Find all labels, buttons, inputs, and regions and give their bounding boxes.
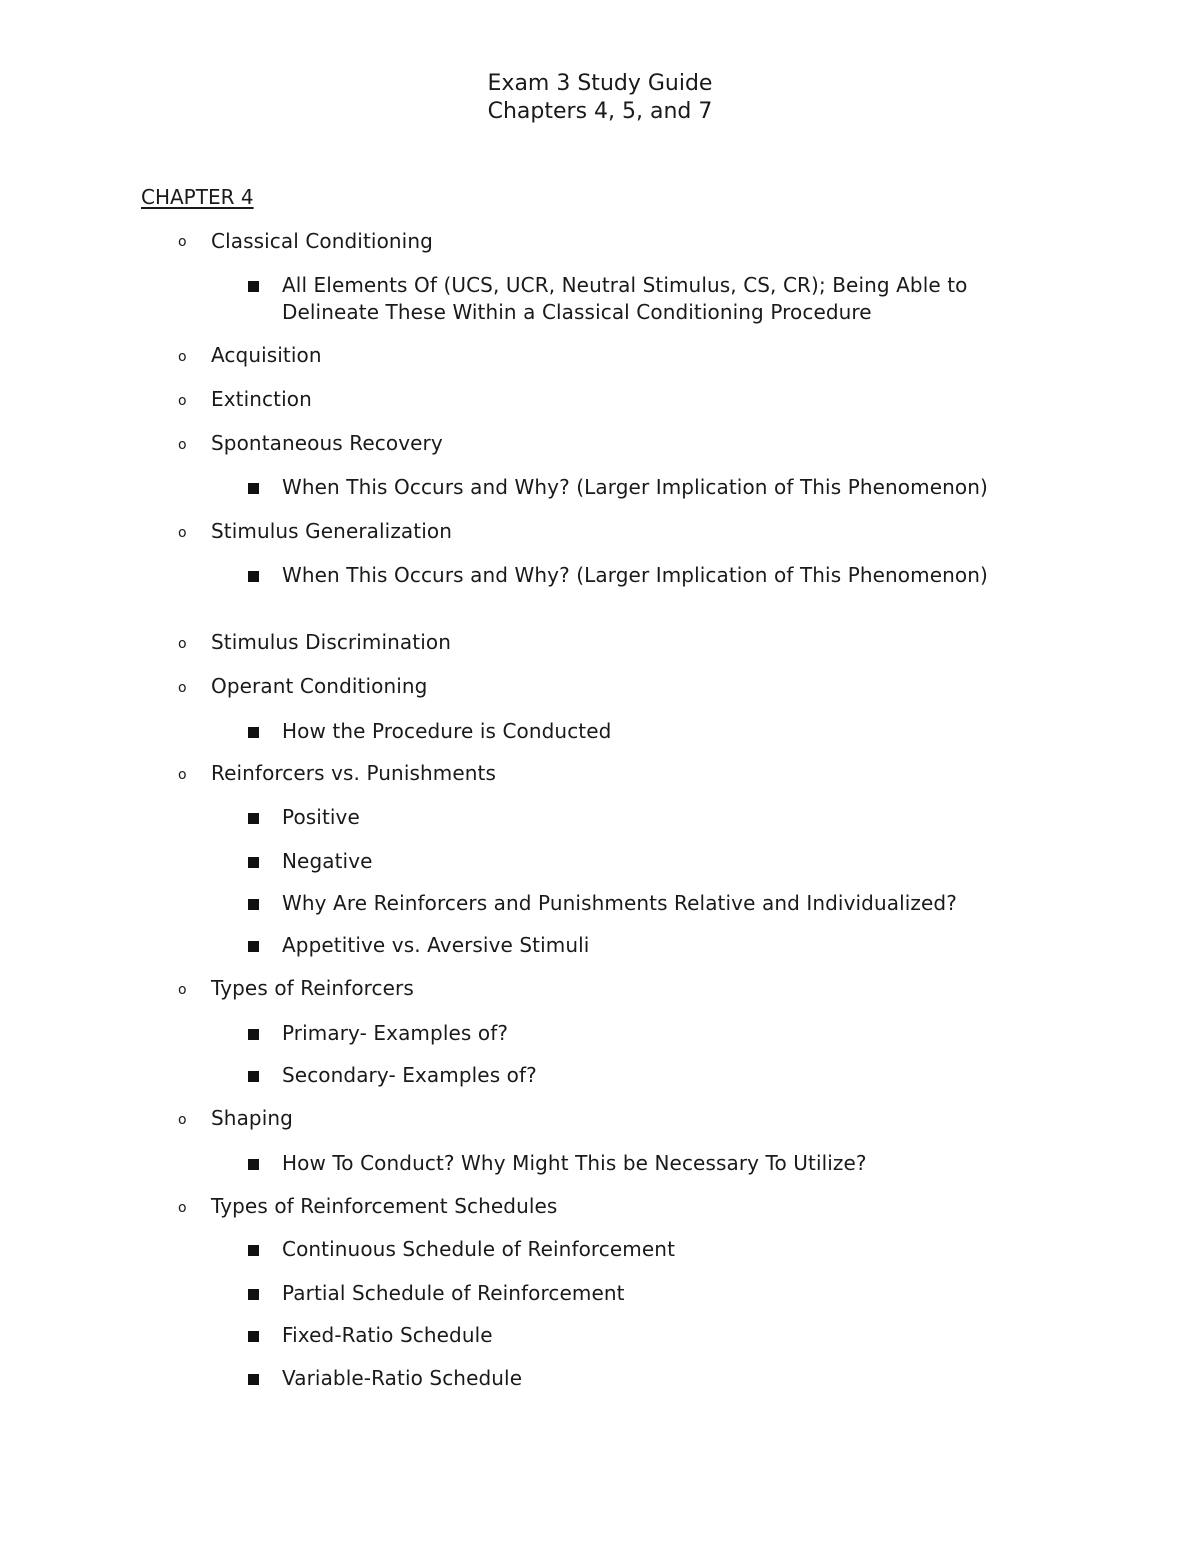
bullet-square-icon: [248, 571, 259, 582]
list-item: Appetitive vs. Aversive Stimuli: [282, 933, 590, 957]
bullet-square-icon: [248, 727, 259, 738]
list-item: When This Occurs and Why? (Larger Implication of This Phenomenon): [282, 475, 988, 499]
bullet-circle-icon: o: [178, 437, 187, 453]
bullet-circle-icon: o: [178, 680, 187, 696]
list-item: All Elements Of (UCS, UCR, Neutral Stimulus, CS, CR); Being Able to: [282, 273, 968, 297]
bullet-circle-icon: o: [178, 234, 187, 250]
list-item-continued: Delineate These Within a Classical Conditioning Procedure: [282, 300, 872, 324]
list-item: Fixed-Ratio Schedule: [282, 1323, 493, 1347]
bullet-circle-icon: o: [178, 349, 187, 365]
list-item: Reinforcers vs. Punishments: [211, 761, 497, 785]
list-item: Stimulus Generalization: [211, 519, 453, 543]
title-block: [0, 70, 1200, 126]
list-item: Partial Schedule of Reinforcement: [282, 1281, 625, 1305]
bullet-circle-icon: o: [178, 525, 187, 541]
list-item: Primary- Examples of?: [282, 1021, 509, 1045]
bullet-circle-icon: o: [178, 982, 187, 998]
list-item: Stimulus Discrimination: [211, 630, 451, 654]
list-item: Why Are Reinforcers and Punishments Relative and Individualized?: [282, 891, 957, 915]
list-item: Classical Conditioning: [211, 229, 433, 253]
bullet-square-icon: [248, 1071, 259, 1082]
bullet-square-icon: [248, 857, 259, 868]
list-item: How the Procedure is Conducted: [282, 719, 612, 743]
list-item: Acquisition: [211, 343, 322, 367]
bullet-square-icon: [248, 1289, 259, 1300]
list-item: Shaping: [211, 1106, 293, 1130]
bullet-square-icon: [248, 1331, 259, 1342]
bullet-circle-icon: o: [178, 1112, 187, 1128]
list-item: How To Conduct? Why Might This be Necessary To Utilize?: [282, 1151, 867, 1175]
list-item: Types of Reinforcers: [211, 976, 414, 1000]
document-subtitle: Chapters 4, 5, and 7: [487, 99, 713, 124]
bullet-square-icon: [248, 1374, 259, 1385]
list-item: Secondary- Examples of?: [282, 1063, 537, 1087]
bullet-square-icon: [248, 899, 259, 910]
list-item: Operant Conditioning: [211, 674, 428, 698]
bullet-circle-icon: o: [178, 767, 187, 783]
list-item: Extinction: [211, 387, 312, 411]
list-item: Spontaneous Recovery: [211, 431, 443, 455]
bullet-circle-icon: o: [178, 636, 187, 652]
list-item: When This Occurs and Why? (Larger Implication of This Phenomenon): [282, 563, 988, 587]
bullet-square-icon: [248, 1029, 259, 1040]
document-title: Exam 3 Study Guide: [487, 71, 713, 96]
list-item: Variable-Ratio Schedule: [282, 1366, 523, 1390]
bullet-circle-icon: o: [178, 393, 187, 409]
bullet-square-icon: [248, 1245, 259, 1256]
list-item: Continuous Schedule of Reinforcement: [282, 1237, 676, 1261]
bullet-square-icon: [248, 941, 259, 952]
bullet-circle-icon: o: [178, 1200, 187, 1216]
list-item: Types of Reinforcement Schedules: [211, 1194, 558, 1218]
bullet-square-icon: [248, 1159, 259, 1170]
chapter-heading: CHAPTER 4: [141, 185, 254, 209]
bullet-square-icon: [248, 813, 259, 824]
bullet-square-icon: [248, 281, 259, 292]
list-item: Positive: [282, 805, 360, 829]
bullet-square-icon: [248, 483, 259, 494]
list-item: Negative: [282, 849, 373, 873]
